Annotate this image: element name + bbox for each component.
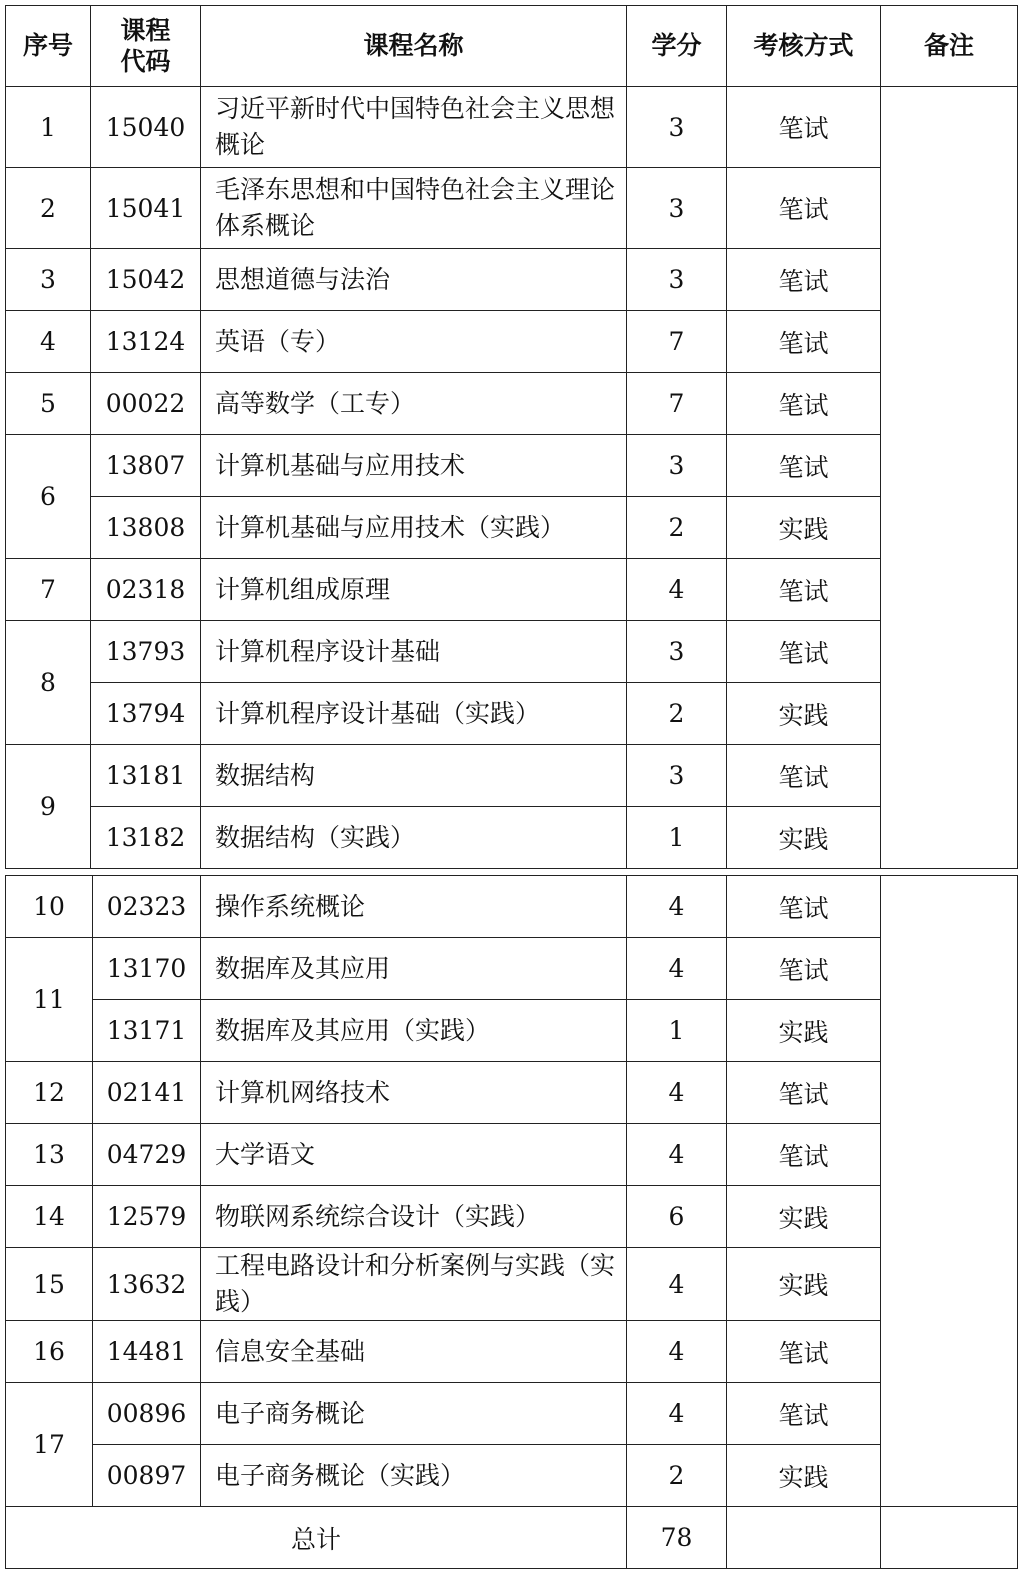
code-cell: 02323 — [93, 876, 201, 938]
exam-cell: 实践 — [727, 1445, 881, 1507]
code-cell: 04729 — [93, 1124, 201, 1186]
course-name-cell: 电子商务概论 — [201, 1383, 627, 1445]
code-cell: 02141 — [93, 1062, 201, 1124]
seq-cell: 14 — [6, 1186, 93, 1248]
table-row — [6, 876, 1018, 938]
course-name-cell: 数据库及其应用 — [201, 938, 627, 1000]
note-cell — [881, 876, 1018, 1507]
credit-cell: 3 — [627, 621, 727, 683]
total-credit: 78 — [627, 1507, 727, 1569]
code-cell: 13124 — [91, 311, 201, 373]
seq-cell: 10 — [6, 876, 93, 938]
header-exam: 考核方式 — [727, 6, 881, 87]
header-name: 课程名称 — [201, 6, 627, 87]
header-code-line1: 课程 — [120, 15, 171, 45]
header-note: 备注 — [881, 6, 1018, 87]
code-cell: 02318 — [91, 559, 201, 621]
course-name-cell: 数据库及其应用（实践） — [201, 1000, 627, 1062]
table-row — [6, 311, 1018, 373]
course-name-cell: 数据结构 — [201, 745, 627, 807]
exam-cell: 笔试 — [727, 745, 881, 807]
exam-cell: 实践 — [727, 807, 881, 869]
course-name-cell: 计算机基础与应用技术（实践） — [201, 497, 627, 559]
seq-cell: 7 — [6, 559, 91, 621]
seq-cell: 12 — [6, 1062, 93, 1124]
course-table-part-1 — [5, 5, 1018, 869]
code-cell: 00022 — [91, 373, 201, 435]
seq-cell: 16 — [6, 1321, 93, 1383]
total-note-empty — [881, 1507, 1018, 1569]
total-row — [6, 1507, 1018, 1569]
seq-cell: 4 — [6, 311, 91, 373]
course-name-cell: 信息安全基础 — [201, 1321, 627, 1383]
exam-cell: 笔试 — [727, 1062, 881, 1124]
table-row — [6, 1248, 1018, 1321]
credit-cell: 3 — [627, 745, 727, 807]
table-row — [6, 1124, 1018, 1186]
exam-cell: 笔试 — [727, 621, 881, 683]
course-name-cell: 电子商务概论（实践） — [201, 1445, 627, 1507]
total-label: 总计 — [6, 1507, 627, 1569]
seq-cell: 6 — [6, 435, 91, 559]
exam-cell: 笔试 — [727, 435, 881, 497]
course-name-cell: 操作系统概论 — [201, 876, 627, 938]
code-cell: 12579 — [93, 1186, 201, 1248]
exam-cell: 笔试 — [727, 168, 881, 249]
header-code-line2: 代码 — [120, 47, 171, 76]
seq-cell: 11 — [6, 938, 93, 1062]
seq-cell: 8 — [6, 621, 91, 745]
table-row — [6, 1000, 1018, 1062]
exam-cell: 笔试 — [727, 938, 881, 1000]
table-row — [6, 168, 1018, 249]
code-cell: 13170 — [93, 938, 201, 1000]
exam-cell: 笔试 — [727, 311, 881, 373]
table-row — [6, 683, 1018, 745]
code-cell: 13794 — [91, 683, 201, 745]
credit-cell: 4 — [627, 559, 727, 621]
credit-cell: 2 — [627, 1445, 727, 1507]
credit-cell: 2 — [627, 683, 727, 745]
code-cell: 15040 — [91, 87, 201, 168]
course-name-cell: 工程电路设计和分析案例与实践（实践） — [201, 1248, 627, 1321]
credit-cell: 4 — [627, 1062, 727, 1124]
seq-cell: 5 — [6, 373, 91, 435]
credit-cell: 7 — [627, 311, 727, 373]
table-row — [6, 497, 1018, 559]
credit-cell: 2 — [627, 497, 727, 559]
table-row — [6, 435, 1018, 497]
credit-cell: 7 — [627, 373, 727, 435]
course-name-cell: 计算机基础与应用技术 — [201, 435, 627, 497]
seq-cell: 13 — [6, 1124, 93, 1186]
code-cell: 15041 — [91, 168, 201, 249]
course-name-cell: 数据结构（实践） — [201, 807, 627, 869]
table-row — [6, 1445, 1018, 1507]
course-name-cell: 计算机程序设计基础（实践） — [201, 683, 627, 745]
code-cell: 00897 — [93, 1445, 201, 1507]
code-cell: 13181 — [91, 745, 201, 807]
total-exam-empty — [727, 1507, 881, 1569]
table-row — [6, 1186, 1018, 1248]
credit-cell: 3 — [627, 249, 727, 311]
code-cell: 00896 — [93, 1383, 201, 1445]
table-row — [6, 373, 1018, 435]
course-name-cell: 物联网系统综合设计（实践） — [201, 1186, 627, 1248]
header-row — [6, 6, 1018, 87]
credit-cell: 3 — [627, 435, 727, 497]
code-cell: 13182 — [91, 807, 201, 869]
credit-cell: 4 — [627, 1321, 727, 1383]
code-cell: 13808 — [91, 497, 201, 559]
table-row — [6, 1062, 1018, 1124]
course-name-cell: 英语（专） — [201, 311, 627, 373]
exam-cell: 实践 — [727, 1186, 881, 1248]
exam-cell: 实践 — [727, 683, 881, 745]
seq-cell: 2 — [6, 168, 91, 249]
table-row — [6, 745, 1018, 807]
exam-cell: 笔试 — [727, 1321, 881, 1383]
credit-cell: 3 — [627, 87, 727, 168]
course-name-cell: 大学语文 — [201, 1124, 627, 1186]
seq-cell: 3 — [6, 249, 91, 311]
exam-cell: 实践 — [727, 1000, 881, 1062]
table-row — [6, 559, 1018, 621]
table-row — [6, 1321, 1018, 1383]
course-name-cell: 高等数学（工专） — [201, 373, 627, 435]
credit-cell: 4 — [627, 938, 727, 1000]
exam-cell: 笔试 — [727, 249, 881, 311]
code-cell: 13632 — [93, 1248, 201, 1321]
course-name-cell: 计算机组成原理 — [201, 559, 627, 621]
table-row — [6, 938, 1018, 1000]
course-name-cell: 习近平新时代中国特色社会主义思想概论 — [201, 87, 627, 168]
header-credit: 学分 — [627, 6, 727, 87]
exam-cell: 笔试 — [727, 1383, 881, 1445]
course-table-part-2 — [5, 875, 1018, 1569]
exam-cell: 笔试 — [727, 559, 881, 621]
table-row — [6, 807, 1018, 869]
credit-cell: 3 — [627, 168, 727, 249]
credit-cell: 4 — [627, 876, 727, 938]
course-name-cell: 计算机程序设计基础 — [201, 621, 627, 683]
seq-cell: 15 — [6, 1248, 93, 1321]
seq-cell: 17 — [6, 1383, 93, 1507]
table-row — [6, 87, 1018, 168]
code-cell: 14481 — [93, 1321, 201, 1383]
code-cell: 13807 — [91, 435, 201, 497]
seq-cell: 9 — [6, 745, 91, 869]
table-row — [6, 249, 1018, 311]
credit-cell: 4 — [627, 1124, 727, 1186]
exam-cell: 实践 — [727, 497, 881, 559]
exam-cell: 笔试 — [727, 373, 881, 435]
header-seq: 序号 — [6, 6, 91, 87]
course-name-cell: 计算机网络技术 — [201, 1062, 627, 1124]
seq-cell: 1 — [6, 87, 91, 168]
credit-cell: 4 — [627, 1383, 727, 1445]
table-row — [6, 621, 1018, 683]
code-cell: 13171 — [93, 1000, 201, 1062]
exam-cell: 实践 — [727, 1248, 881, 1321]
course-name-cell: 毛泽东思想和中国特色社会主义理论体系概论 — [201, 168, 627, 249]
note-cell — [881, 87, 1018, 869]
course-name-cell: 思想道德与法治 — [201, 249, 627, 311]
exam-cell: 笔试 — [727, 87, 881, 168]
header-code — [91, 6, 201, 87]
credit-cell: 1 — [627, 807, 727, 869]
credit-cell: 1 — [627, 1000, 727, 1062]
exam-cell: 笔试 — [727, 1124, 881, 1186]
exam-cell: 笔试 — [727, 876, 881, 938]
credit-cell: 4 — [627, 1248, 727, 1321]
credit-cell: 6 — [627, 1186, 727, 1248]
code-cell: 13793 — [91, 621, 201, 683]
table-row — [6, 1383, 1018, 1445]
code-cell: 15042 — [91, 249, 201, 311]
